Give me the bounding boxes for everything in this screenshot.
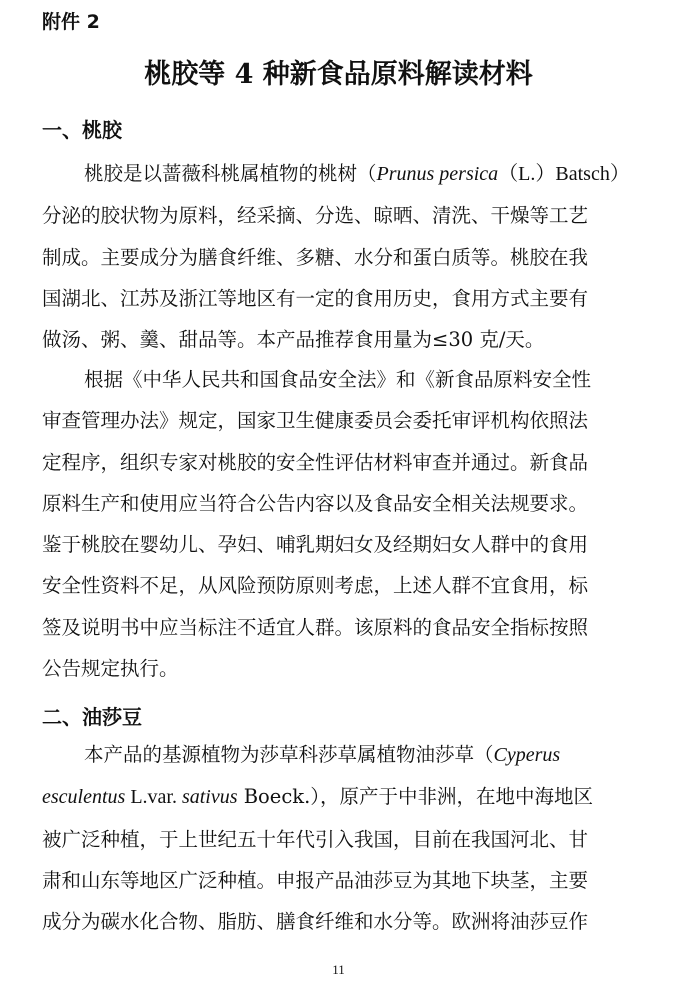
paragraph-line: 安全性资料不足，从风险预防原则考虑，上述人群不宜食用，标 [42, 574, 589, 598]
paragraph-line: 肃和山东等地区广泛种植。申报产品油莎豆为其地下块茎，主要 [42, 868, 589, 892]
latin-authority: （L.）Batsch） [498, 163, 630, 185]
page-number: 11 [332, 962, 345, 977]
latin-species-name: esculentus [42, 786, 126, 809]
paragraph-line: 成分为碳水化合物、脂肪、膳食纤维和水分等。欧洲将油莎豆作 [42, 910, 589, 934]
attachment-label: 附件 2 [42, 11, 100, 33]
latin-var-label: L.var. [125, 786, 182, 809]
paragraph-line: 分泌的胶状物为原料，经采摘、分选、晾晒、清洗、干燥等工艺 [42, 204, 589, 228]
paragraph-line: 签及说明书中应当标注不适宜人群。该原料的食品安全指标按照 [42, 615, 589, 639]
latin-variety-name: sativus [181, 786, 238, 809]
paragraph-youshadou-intro [42, 734, 640, 942]
paragraph-line: 审查管理办法》规定，国家卫生健康委员会委托审评机构依照法 [42, 409, 589, 433]
paragraph-line [42, 153, 640, 195]
text-run: 本产品的基源植物为莎草科莎草属植物油莎草（ [84, 743, 494, 766]
text-run: Boeck.），原产于中非洲，在地中海地区 [237, 785, 594, 809]
paragraph-line: 原料生产和使用应当符合公告内容以及食品安全相关法规要求。 [42, 491, 589, 515]
section-heading-youshadou: 二、油莎豆 [42, 705, 142, 729]
paragraph-line [42, 734, 640, 776]
paragraph-taojiao-intro [42, 153, 640, 360]
paragraph-line: 鉴于桃胶在婴幼儿、孕妇、哺乳期妇女及经期妇女人群中的食用 [42, 533, 589, 557]
section-heading-taojiao: 一、桃胶 [42, 118, 122, 142]
paragraph-line: 做汤、粥、羹、甜品等。本产品推荐食用量为≤30 克/天。 [42, 328, 545, 352]
text-run: 桃胶是以蔷薇科桃属植物的桃树（ [84, 162, 377, 185]
paragraph-taojiao-regulation [42, 359, 640, 689]
latin-species-name: Prunus persica [376, 163, 499, 185]
paragraph-line: 被广泛种植，于上世纪五十年代引入我国，目前在我国河北、甘 [42, 827, 589, 851]
paragraph-line [42, 776, 640, 818]
latin-genus-name: Cyperus [493, 744, 561, 766]
paragraph-line: 国湖北、江苏及浙江等地区有一定的食用历史，食用方式主要有 [42, 286, 589, 310]
paragraph-line: 公告规定执行。 [42, 657, 179, 681]
paragraph-line: 制成。主要成分为膳食纤维、多糖、水分和蛋白质等。桃胶在我 [42, 245, 589, 269]
page-title: 桃胶等 4 种新食品原料解读材料 [144, 59, 533, 90]
paragraph-line: 根据《中华人民共和国食品安全法》和《新食品原料安全性 [84, 368, 592, 391]
paragraph-line: 定程序，组织专家对桃胶的安全性评估材料审查并通过。新食品 [42, 450, 589, 474]
